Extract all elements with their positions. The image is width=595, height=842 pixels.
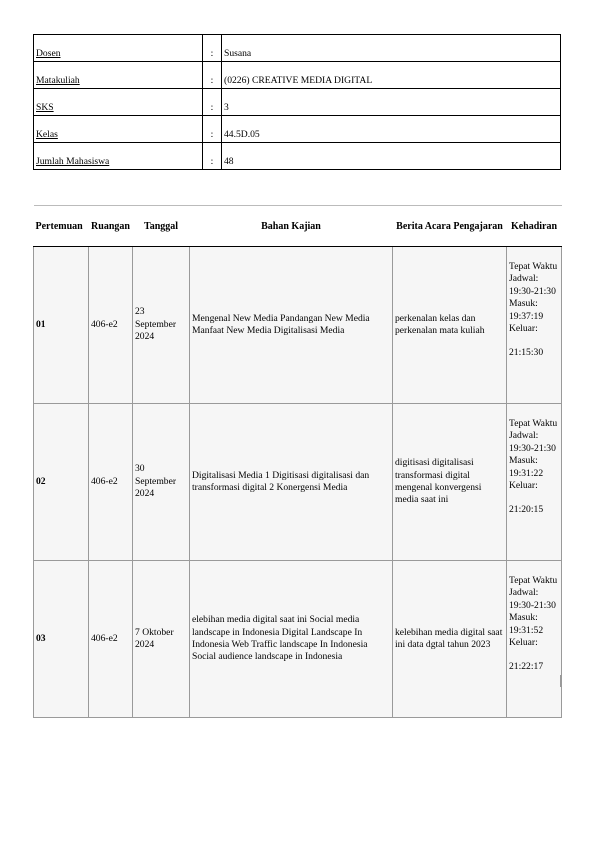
check-in-label: Masuk:	[509, 612, 538, 624]
info-label: Jumlah Mahasiswa	[34, 143, 203, 170]
header-ruangan: Ruangan	[89, 206, 133, 247]
check-in-time: 19:31:22	[509, 467, 544, 479]
cell-pertemuan: 01	[34, 247, 89, 404]
table-header-row	[34, 206, 562, 247]
cell-tanggal: 7 Oktober 2024	[133, 561, 190, 718]
cell-berita-acara: digitisasi digitalisasi transformasi digital mengenal konvergensi media saat ini	[393, 404, 507, 561]
check-in-time: 19:31:52	[509, 624, 544, 636]
info-label: SKS	[34, 89, 203, 116]
schedule-label: Jadwal:	[509, 587, 539, 599]
info-separator: :	[203, 62, 222, 89]
cell-bahan-kajian: elebihan media digital saat ini Social media landscape in Indonesia Digital Landscape In Indonesia Web Traffic landscape In Indonesia Social audience landscape in Indonesia	[190, 561, 393, 718]
info-value: 48	[222, 143, 561, 170]
header-berita-acara: Berita Acara Pengajaran	[393, 206, 507, 247]
cell-bahan-kajian: Digitalisasi Media 1 Digitisasi digitalisasi dan transformasi digital 2 Konergensi Media	[190, 404, 393, 561]
schedule-time: 19:30-21:30	[509, 285, 556, 297]
info-row-matakuliah	[34, 62, 561, 89]
info-separator: :	[203, 116, 222, 143]
cell-kehadiran	[507, 561, 562, 718]
continuation-left-border	[33, 675, 34, 687]
cell-pertemuan: 03	[34, 561, 89, 718]
info-separator: :	[203, 89, 222, 116]
cell-ruangan: 406-e2	[89, 247, 133, 404]
schedule-time: 19:30-21:30	[509, 599, 556, 611]
info-value: 3	[222, 89, 561, 116]
info-separator: :	[203, 143, 222, 170]
info-row-dosen	[34, 35, 561, 62]
cell-kehadiran	[507, 404, 562, 561]
info-value: 44.5D.05	[222, 116, 561, 143]
header-pertemuan: Pertemuan	[34, 206, 89, 247]
info-row-sks	[34, 89, 561, 116]
cell-ruangan: 406-e2	[89, 404, 133, 561]
check-out-time: 21:22:17	[509, 661, 544, 673]
cell-pertemuan: 02	[34, 404, 89, 561]
table-row	[34, 247, 562, 404]
info-label: Kelas	[34, 116, 203, 143]
cell-tanggal: 23 September 2024	[133, 247, 190, 404]
cell-tanggal: 30 September 2024	[133, 404, 190, 561]
check-out-label: Keluar:	[509, 637, 538, 649]
info-value: Susana	[222, 35, 561, 62]
schedule-time: 19:30-21:30	[509, 442, 556, 454]
attendance-status: Tepat Waktu	[509, 418, 558, 429]
header-tanggal: Tanggal	[133, 206, 190, 247]
info-value: (0226) CREATIVE MEDIA DIGITAL	[222, 62, 561, 89]
check-out-label: Keluar:	[509, 323, 538, 335]
table-row	[34, 404, 562, 561]
cell-berita-acara: perkenalan kelas dan perkenalan mata kuliah	[393, 247, 507, 404]
attendance-status: Tepat Waktu	[509, 575, 558, 586]
attendance-table	[33, 205, 562, 718]
header-kehadiran: Kehadiran	[507, 206, 562, 247]
header-bahan-kajian: Bahan Kajian	[190, 206, 393, 247]
schedule-label: Jadwal:	[509, 273, 539, 285]
continuation-right-border	[560, 675, 561, 687]
info-row-kelas	[34, 116, 561, 143]
cell-bahan-kajian: Mengenal New Media Pandangan New Media Manfaat New Media Digitalisasi Media	[190, 247, 393, 404]
info-label: Matakuliah	[34, 62, 203, 89]
info-row-jumlah-mahasiswa	[34, 143, 561, 170]
check-in-label: Masuk:	[509, 455, 538, 467]
check-in-label: Masuk:	[509, 298, 538, 310]
check-in-time: 19:37:19	[509, 310, 544, 322]
info-separator: :	[203, 35, 222, 62]
info-label: Dosen	[34, 35, 203, 62]
cell-ruangan: 406-e2	[89, 561, 133, 718]
cell-kehadiran	[507, 247, 562, 404]
table-row	[34, 561, 562, 718]
course-info-table	[33, 34, 561, 170]
check-out-time: 21:20:15	[509, 504, 544, 516]
attendance-status: Tepat Waktu	[509, 261, 558, 272]
schedule-label: Jadwal:	[509, 430, 539, 442]
check-out-label: Keluar:	[509, 480, 538, 492]
cell-berita-acara: kelebihan media digital saat ini data dgtal tahun 2023	[393, 561, 507, 718]
check-out-time: 21:15:30	[509, 347, 544, 359]
